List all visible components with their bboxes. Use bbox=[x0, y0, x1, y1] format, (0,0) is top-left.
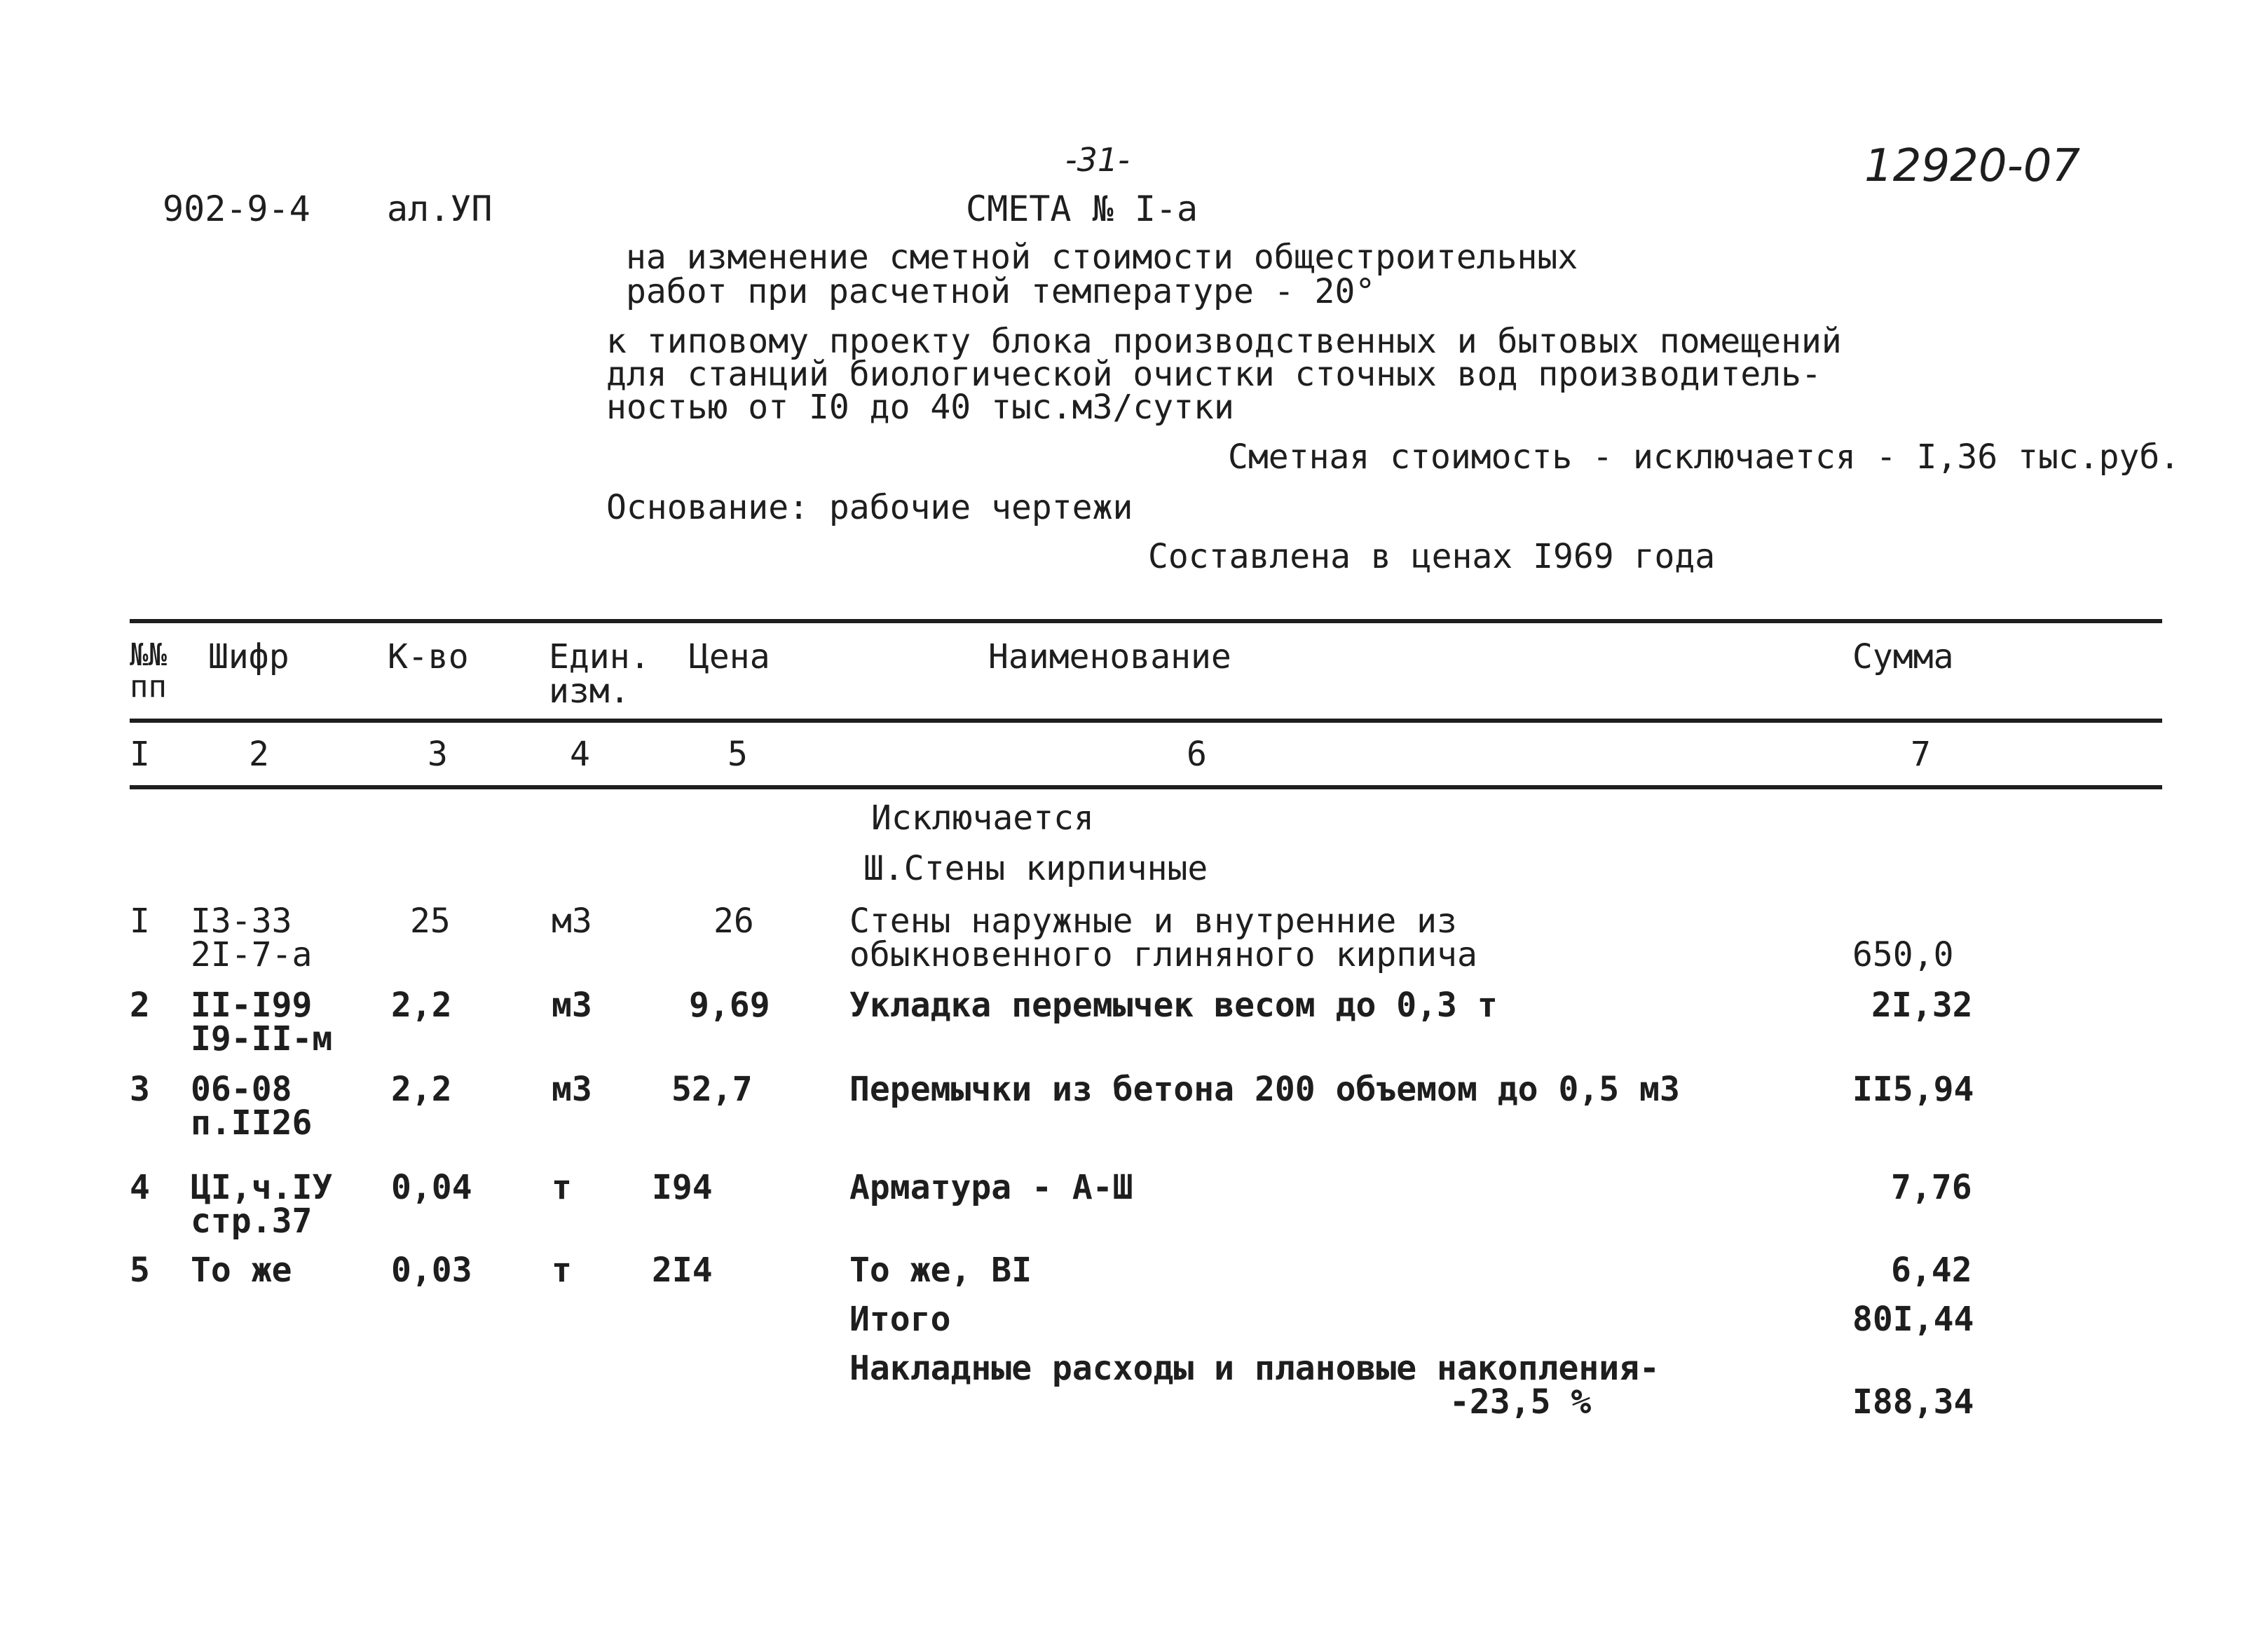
page-number: -31- bbox=[1065, 141, 1130, 179]
subtitle-line-2: работ при расчетной температуре - 20° bbox=[626, 272, 1376, 311]
row-price: I94 bbox=[652, 1168, 713, 1207]
header-unit-2: изм. bbox=[549, 672, 630, 711]
row-price: 26 bbox=[713, 902, 754, 941]
album-label: ал.УП bbox=[387, 189, 493, 229]
header-separator-rule bbox=[130, 719, 2162, 723]
header-sum: Сумма bbox=[1852, 637, 1954, 676]
row-qty: 0,03 bbox=[391, 1251, 472, 1290]
basis-line: Основание: рабочие чертежи bbox=[606, 488, 1133, 527]
row-number: 2 bbox=[130, 986, 150, 1025]
row-name-line-1: Стены наружные и внутренние из bbox=[849, 902, 1457, 941]
row-unit: т bbox=[552, 1168, 572, 1207]
row-code-line-2: 2I-7-а bbox=[191, 935, 313, 974]
header-qty: К-во bbox=[388, 637, 469, 676]
row-number: 4 bbox=[130, 1168, 150, 1207]
header-code: Шифр bbox=[208, 637, 289, 676]
row-qty: 2,2 bbox=[391, 1070, 452, 1109]
row-name-line-1: Укладка перемычек весом до 0,3 т bbox=[849, 986, 1498, 1025]
row-code-line-1: II-I99 bbox=[191, 986, 313, 1025]
subtitle-line-1: на изменение сметной стоимости общестроительных bbox=[626, 238, 1578, 277]
project-line-1: к типовому проекту блока производственных и бытовых помещений bbox=[606, 322, 1842, 361]
row-code-line-1: I3-33 bbox=[191, 902, 292, 941]
overhead-value: I88,34 bbox=[1852, 1382, 1974, 1422]
column-number-3: 3 bbox=[428, 735, 448, 774]
header-num-2: пп bbox=[130, 669, 167, 705]
total-value: 80I,44 bbox=[1852, 1300, 1974, 1339]
row-sum: 2I,32 bbox=[1871, 986, 1973, 1025]
row-price: 9,69 bbox=[689, 986, 770, 1025]
row-qty: 0,04 bbox=[391, 1168, 472, 1207]
row-number: 5 bbox=[130, 1251, 150, 1290]
row-number: I bbox=[130, 902, 150, 941]
total-label: Итого bbox=[849, 1300, 951, 1339]
row-qty: 2,2 bbox=[391, 986, 452, 1025]
prices-year: Составлена в ценах I969 года bbox=[1148, 537, 1716, 576]
row-unit: м3 bbox=[552, 986, 592, 1025]
row-code-line-2: п.II26 bbox=[191, 1103, 313, 1143]
row-code-line-1: ЦI,ч.IУ bbox=[191, 1168, 333, 1207]
row-price: 52,7 bbox=[671, 1070, 753, 1109]
header-price: Цена bbox=[689, 637, 770, 676]
row-sum: 7,76 bbox=[1891, 1168, 1972, 1207]
inventory-number: 12920-07 bbox=[1864, 140, 2081, 192]
row-sum: 6,42 bbox=[1891, 1251, 1972, 1290]
header-name: Наименование bbox=[988, 637, 1231, 676]
row-unit: м3 bbox=[552, 1070, 592, 1109]
column-number-2: 2 bbox=[249, 735, 269, 774]
row-code-line-2: I9-II-м bbox=[191, 1019, 333, 1059]
row-number: 3 bbox=[130, 1070, 150, 1109]
row-code-line-1: То же bbox=[191, 1251, 292, 1290]
header-unit-1: Един. bbox=[549, 637, 650, 676]
row-unit: м3 bbox=[552, 902, 592, 941]
column-number-6: 6 bbox=[1187, 735, 1207, 774]
section-label: Исключается bbox=[871, 798, 1094, 838]
row-price: 2I4 bbox=[652, 1251, 713, 1290]
overhead-label-line-1: Накладные расходы и плановые накопления- bbox=[849, 1349, 1660, 1388]
row-sum: 650,0 bbox=[1852, 935, 1954, 974]
row-name-line-1: Перемычки из бетона 200 объемом до 0,5 м3 bbox=[849, 1070, 1680, 1109]
row-code-line-1: 06-08 bbox=[191, 1070, 292, 1109]
section-title: Ш.Стены кирпичные bbox=[863, 849, 1208, 888]
estimated-cost: Сметная стоимость - исключается - I,36 тыс.руб. bbox=[1228, 437, 2180, 477]
column-number-5: 5 bbox=[727, 735, 748, 774]
column-number-4: 4 bbox=[570, 735, 590, 774]
row-name-line-2: обыкновенного глиняного кирпича bbox=[849, 935, 1477, 974]
row-name-line-1: Арматура - А-Ш bbox=[849, 1168, 1133, 1207]
table-top-rule bbox=[130, 619, 2162, 623]
project-line-2: для станций биологической очистки сточных вод производитель- bbox=[606, 355, 1822, 394]
document-code: 902-9-4 bbox=[163, 189, 310, 229]
overhead-label-line-2: -23,5 % bbox=[1449, 1382, 1592, 1422]
column-number-7: 7 bbox=[1911, 735, 1931, 774]
row-code-line-2: стр.37 bbox=[191, 1202, 313, 1241]
column-number-1: I bbox=[130, 735, 150, 774]
column-numbers-rule bbox=[130, 785, 2162, 789]
row-sum: II5,94 bbox=[1852, 1070, 1974, 1109]
header-num-1: №№ bbox=[130, 637, 167, 673]
row-unit: т bbox=[552, 1251, 572, 1290]
estimate-title: СМЕТА № I-а bbox=[966, 189, 1198, 229]
row-qty: 25 bbox=[410, 902, 451, 941]
row-name-line-1: То же, ВI bbox=[849, 1251, 1032, 1290]
project-line-3: ностью от I0 до 40 тыс.м3/сутки bbox=[606, 388, 1234, 427]
